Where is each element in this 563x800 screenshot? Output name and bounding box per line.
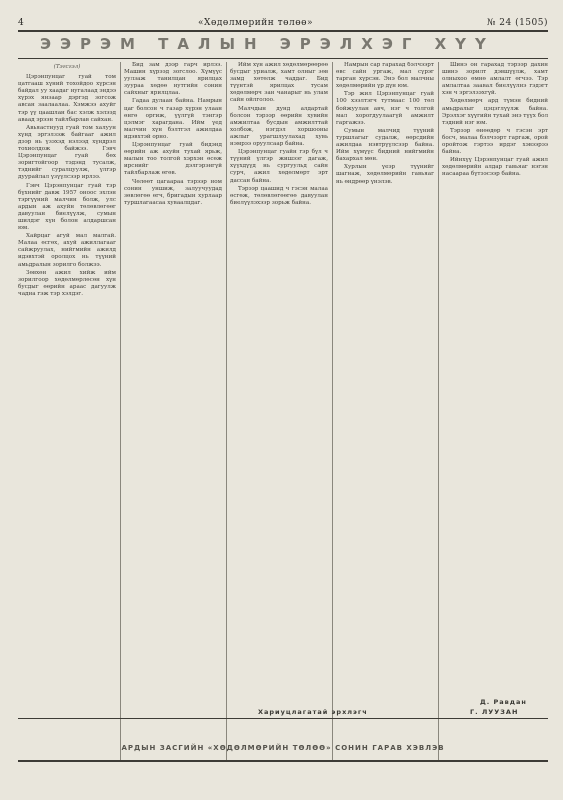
paragraph: Намрын сар гарахад бэлчээрт өвс сайн ургаж, мал сүрэг тарган хүрсэн. Энэ бол малчны хөдөлмөрийн үр дүн юм. <box>336 62 434 90</box>
column-1 <box>18 62 116 762</box>
column-divider <box>438 62 439 762</box>
imprint-line: АРДЫН ЗАСГИЙН «ХӨДӨЛМӨРИЙН ТӨЛӨӨ» СОНИН ГАРАВ ХЭВЛЭВ <box>121 744 445 752</box>
headline-rule <box>18 58 548 59</box>
paragraph: Хөдөлмөрч ард түмэн бидний амьдралыг цэцэглүүлж байна. Эрэлхэг хүүгийн тухай энэ түүх бол тэдний нэг юм. <box>442 98 548 126</box>
article-headline: ЭЭРЭМ ТАЛЫН ЭРЭЛХЭГ ХҮҮ <box>40 35 495 53</box>
article-body <box>18 62 548 762</box>
newspaper-name: «Хөдөлмөрийн төлөө» <box>198 18 314 28</box>
paragraph: Шинэ он гарахад тэрээр дахин шинэ зорилт дэвшүүлж, хамт олныхоо өмнө амлалт өгчээ. Тэр амлалтаа заавал биелүүлнэ гэдэгт хэн ч эргэлзэхгүй. <box>442 62 548 97</box>
paragraph: Ийнхүү Цэрэнпунцаг гуай ажил хөдөлмөрийн алдар гавьяаг нэгэн насаараа бүтээсээр байна. <box>442 157 548 178</box>
paragraph: Ийм хүн ажил хөдөлмөрөөрөө бусдыг уриалж, хамт олныг зөв замд хөтөлж чаддаг. Бид түүнтэй ярилцах тусам хөдөлмөрч зан чанарыг нь улам сайн ойлголоо. <box>230 62 328 104</box>
paragraph: Хурлын үеэр түүнийг шагнаж, хөдөлмөрийн гавьяаг нь өндрөөр үнэлэв. <box>336 164 434 185</box>
paragraph: Гэвч Цэрэнпунцаг гуай тэр бүхнийг давж 1957 оноос эхлэн тэргүүний малчин болж, улс ардын аж ахуйн төлөвлөгөөг давуулан биелүүлж, сумын шилдэг хүн болон алдаршсан юм. <box>18 182 116 232</box>
paragraph: Цэрэнпунцаг гуай том цатгааш хүний тохойдоо хүрсэн байдал уу хаадаг нугалаад эндээ хүрэх янзаар дэргэд зогсож авсан заалаалаа. Хэмжээ ахуйг тэр үү цаашлан бас хэлж хэлээд аваад эрээн тайлбарлав сайхан. <box>18 74 116 123</box>
paragraph: Цэрэнпунцаг гуайн гэр бүл ч түүний үлгэр жишээг дагаж, хүүхдүүд нь сургуульд сайн сурч, ажил хөдөлмөрт эрт дассан байна. <box>230 149 328 184</box>
column-divider <box>226 62 227 762</box>
editor-label: Хариуцлагатай эрхлэгч <box>258 708 368 716</box>
paragraph: Тэрээр цаашид ч гэсэн малаа өсгөж, төлөвлөгөөгөө давуулан биелүүлэхээр зорьж байна. <box>230 185 328 206</box>
footer-rule <box>18 760 548 762</box>
column-5 <box>442 62 548 762</box>
paragraph: Авьяастнууд гуай том халуун хүнд эргэлзэж байгааг ажил дээр нь үзэхэд нэлээд хүндрэл тохиолдож байжээ. Гэвч Цэрэнпунцаг гуай бөх зоригтойгоор тэдэнд тусалж, тэднийг суралцуулж, үлгэр дуурайлал үзүүлсээр ирлээ. <box>18 124 116 181</box>
column-2 <box>124 62 222 762</box>
paragraph: Бид зам дээр гарч ирлээ. Машин хүрээд зогслоо. Хүмүүс уулзаж танилцан ярилцах зуураа хөдөө нутгийн сонин сайхныг ярилцлаа. <box>124 62 222 97</box>
paragraph: Малчдын дунд алдартай болсон тэрээр өөрийн хувийн амжилтаа бусдын амжилттай холбож, нэгдэл хоршооны ажлыг урагшлуулахад хувь нэмрээ оруулсаар байна. <box>230 105 328 148</box>
issue-number: № 24 (1505) <box>486 18 548 28</box>
column-4 <box>336 62 434 762</box>
editor-name: Г. ЛУУЗАН <box>470 708 519 716</box>
page-number: 4 <box>18 18 25 28</box>
paragraph: Сумын малчид түүний туршлагыг судалж, өөрсдийн ажилдаа нэвтрүүлсээр байна. Ийм хүмүүс бидний нийгмийн бахархал мөн. <box>336 127 434 163</box>
paragraph: Чөлөөт цагаараа тэрээр ном сонин уншиж, залуучуудад зөвлөгөө өгч, бригадын хурлаар туршлагаасаа хуваалцдаг. <box>124 178 222 206</box>
column-divider <box>332 62 333 762</box>
author-signature: Д. Равдан <box>480 698 527 706</box>
column-3 <box>230 62 328 762</box>
column-divider <box>120 62 121 762</box>
paragraph: Тэр жил Цэрэнпунцаг гуай 100 хээлтэгч тутмаас 100 төл бойжуулан авч, нэг ч толгой мал хорогдуулаагүй амжилт гаргажээ. <box>336 91 434 126</box>
paragraph: Цэрэнпунцаг гуай бидэнд өөрийн аж ахуйн тухай ярьж, малын тоо толгой хэрхэн өсөж ирснийг дэлгэрэнгүй тайлбарлаж өгөв. <box>124 142 222 177</box>
top-rule <box>18 30 548 32</box>
paragraph: Гадаа дулаан байна. Намрын цаг болсон ч газар хүрэн улаан өнгө оргиж, үүлгүй тэнгэр цэлмэг харагдана. Ийм үед малчин хүн бэлтгэл ажилдаа идэвхтэй орно. <box>124 98 222 140</box>
paragraph: Тэрээр өнөөдөр ч гэсэн эрт босч, малаа бэлчээрт гаргаж, орой оройтож гэртээ ирдэг хэвээрээ байна. <box>442 127 548 156</box>
bottom-rule <box>18 718 548 719</box>
paragraph: Зөвхөн ажил хийж ийм зорилгоор хөдөлмөрлөсөн хүн бусдыг өөрийн араас дагуулж чадна гэж тэр хэлдэг. <box>18 269 116 297</box>
paragraph: Хайрцаг агуй мал малгай. Малаа өсгөх, ахуй ажиллагааг сайжруулах, нийгмийн ажилд идэвхтэй оролцох нь түүний амьдралын зорилго болжээ. <box>18 233 116 268</box>
continuation-note: (Тэгсгэл) <box>53 64 81 70</box>
